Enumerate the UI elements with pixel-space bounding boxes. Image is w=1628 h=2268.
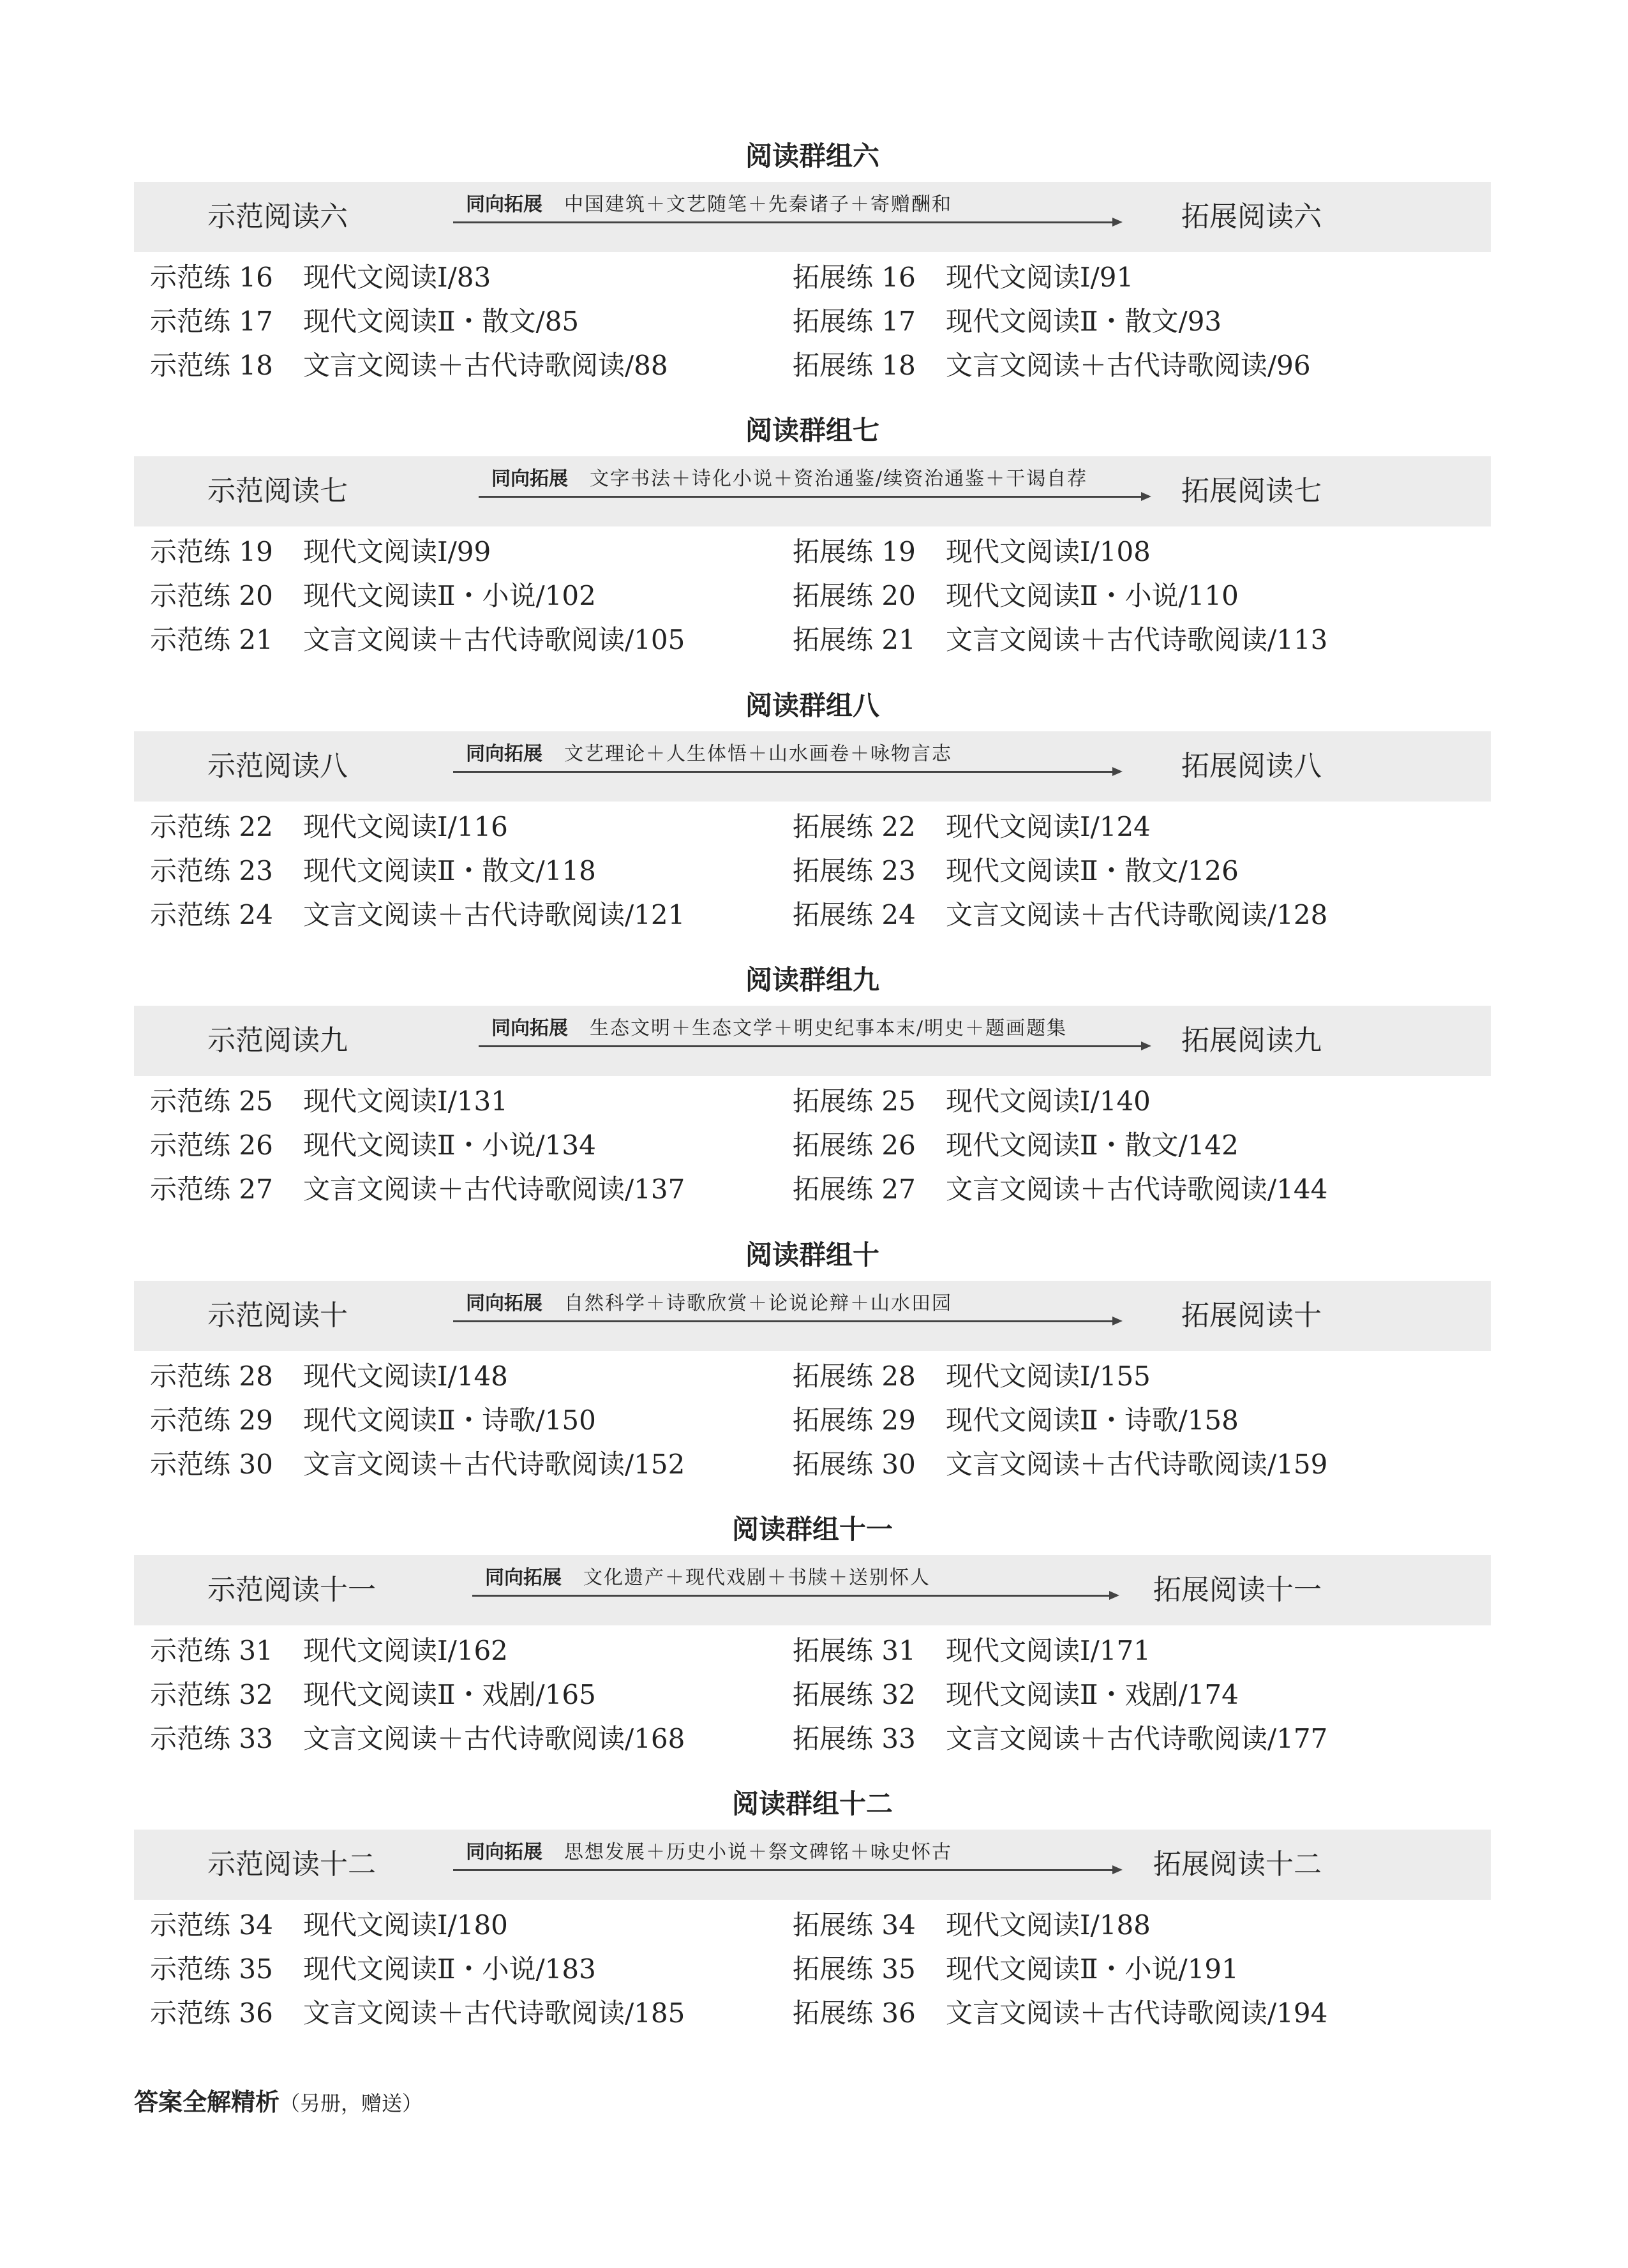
demo-exercise-title: 现代文阅读Ⅰ/162 [303,1635,508,1666]
extended-exercise-title: 现代文阅读Ⅰ/91 [946,262,1134,293]
demo-exercise-title: 文言文阅读＋古代诗歌阅读/105 [303,624,685,655]
extended-exercise-number: 拓展练 16 [793,262,916,293]
demo-exercise-title: 现代文阅读Ⅱ・小说/102 [303,580,596,611]
answer-subtitle: （另册，赠送） [280,2091,423,2115]
exercise-row [134,1717,1491,1761]
extended-exercise-title: 文言文阅读＋古代诗歌阅读/144 [946,1174,1328,1205]
extended-exercise-number: 拓展练 27 [793,1174,916,1205]
demo-exercise-title: 现代文阅读Ⅰ/148 [303,1361,508,1392]
demo-exercise-title: 现代文阅读Ⅱ・散文/118 [303,855,596,886]
expansion-topics [453,740,952,768]
demo-exercise-number: 示范练 33 [150,1723,273,1754]
extended-exercise-number: 拓展练 32 [793,1679,916,1710]
demo-exercise-title: 现代文阅读Ⅱ・小说/134 [303,1130,596,1161]
expansion-topic-list: 文艺理论＋人生体悟＋山水画卷＋咏物言志 [564,743,952,765]
extended-exercise-title: 现代文阅读Ⅱ・诗歌/158 [946,1405,1239,1436]
answer-note [134,2083,422,2121]
exercise-row [134,1673,1491,1717]
demo-exercise-number: 示范练 21 [150,624,273,655]
extended-reading-label: 拓展阅读十一 [1153,1574,1322,1606]
extended-exercise-title: 现代文阅读Ⅱ・小说/110 [946,580,1239,611]
extended-exercise-title: 文言文阅读＋古代诗歌阅读/128 [946,899,1328,930]
exercise-row [134,805,1491,849]
demo-exercise-number: 示范练 25 [150,1086,273,1117]
exercise-list [134,255,1491,387]
exercise-list [134,530,1491,662]
extended-exercise-title: 现代文阅读Ⅰ/188 [946,1909,1151,1941]
extended-exercise-title: 文言文阅读＋古代诗歌阅读/159 [946,1449,1328,1480]
demo-exercise-number: 示范练 16 [150,262,273,293]
expansion-topics [472,1564,930,1592]
arrow-right-icon [453,771,1114,773]
arrow-right-icon [479,496,1142,498]
extended-reading-label: 拓展阅读十 [1181,1299,1322,1332]
expansion-topic-list: 文字书法＋诗化小说＋资治通鉴/续资治通鉴＋干谒自荐 [590,468,1088,490]
exercise-row [134,530,1491,574]
demo-reading-label: 示范阅读六 [207,200,348,233]
expansion-topic-list: 中国建筑＋文艺随笔＋先秦诸子＋寄赠酬和 [564,193,952,216]
expansion-topic-list: 文化遗产＋现代戏剧＋书牍＋送别怀人 [583,1567,930,1589]
exercise-row [134,299,1491,343]
reading-group [134,134,1491,407]
demo-exercise-number: 示范练 30 [150,1449,273,1480]
extended-reading-label: 拓展阅读八 [1181,750,1322,782]
extended-exercise-number: 拓展练 21 [793,624,916,655]
demo-exercise-number: 示范练 20 [150,580,273,611]
exercise-list [134,805,1491,937]
demo-exercise-title: 文言文阅读＋古代诗歌阅读/121 [303,899,685,930]
demo-exercise-number: 示范练 35 [150,1953,273,1985]
expansion-tag: 同向拓展 [466,193,542,216]
extended-reading-label: 拓展阅读十二 [1153,1848,1322,1881]
demo-exercise-title: 文言文阅读＋古代诗歌阅读/168 [303,1723,685,1754]
expansion-tag: 同向拓展 [466,1841,542,1863]
expansion-topic-list: 自然科学＋诗歌欣赏＋论说论辩＋山水田园 [564,1292,952,1315]
demo-exercise-title: 文言文阅读＋古代诗歌阅读/137 [303,1174,685,1205]
exercise-row [134,849,1491,893]
expansion-topic-list: 生态文明＋生态文学＋明史纪事本末/明史＋题画题集 [590,1017,1068,1040]
expansion-topic-list: 思想发展＋历史小说＋祭文碑铭＋咏史怀古 [564,1841,952,1863]
answer-title: 答案全解精析 [134,2088,280,2116]
exercise-list [134,1903,1491,2035]
extended-exercise-title: 文言文阅读＋古代诗歌阅读/177 [946,1723,1328,1754]
group-title: 阅读群组七 [745,415,879,446]
group-band [134,1830,1491,1900]
exercise-row [134,1079,1491,1123]
demo-exercise-number: 示范练 17 [150,306,273,337]
extended-exercise-title: 现代文阅读Ⅰ/155 [946,1361,1151,1392]
expansion-topics [479,465,1087,493]
demo-exercise-number: 示范练 24 [150,899,273,930]
reading-group [134,1507,1491,1780]
reading-group [134,1233,1491,1506]
demo-exercise-title: 现代文阅读Ⅰ/99 [303,536,491,567]
extended-exercise-number: 拓展练 25 [793,1086,916,1117]
extended-exercise-title: 现代文阅读Ⅱ・小说/191 [946,1953,1239,1985]
exercise-list [134,1079,1491,1211]
expansion-tag: 同向拓展 [466,1292,542,1315]
extended-exercise-number: 拓展练 19 [793,536,916,567]
reading-group [134,1782,1491,2055]
demo-exercise-title: 现代文阅读Ⅱ・小说/183 [303,1953,596,1985]
arrow-right-icon [453,1869,1114,1871]
expansion-tag: 同向拓展 [485,1567,562,1589]
demo-exercise-number: 示范练 27 [150,1174,273,1205]
demo-exercise-number: 示范练 28 [150,1361,273,1392]
exercise-row [134,255,1491,299]
exercise-row [134,1947,1491,1991]
exercise-row [134,1629,1491,1673]
extended-exercise-title: 现代文阅读Ⅱ・戏剧/174 [946,1679,1239,1710]
group-title: 阅读群组十 [745,1239,879,1271]
group-title: 阅读群组六 [745,140,879,172]
expansion-tag: 同向拓展 [491,468,568,490]
exercise-list [134,1629,1491,1761]
extended-exercise-title: 现代文阅读Ⅰ/108 [946,536,1151,567]
demo-reading-label: 示范阅读十 [207,1299,348,1332]
extended-exercise-title: 现代文阅读Ⅱ・散文/93 [946,306,1222,337]
group-band [134,1281,1491,1351]
extended-exercise-number: 拓展练 23 [793,855,916,886]
demo-exercise-title: 现代文阅读Ⅰ/131 [303,1086,508,1117]
demo-exercise-title: 现代文阅读Ⅱ・戏剧/165 [303,1679,596,1710]
group-band [134,182,1491,252]
extended-exercise-title: 现代文阅读Ⅱ・散文/142 [946,1130,1239,1161]
expansion-topics [479,1015,1067,1043]
extended-exercise-number: 拓展练 26 [793,1130,916,1161]
extended-exercise-title: 现代文阅读Ⅰ/171 [946,1635,1151,1666]
exercise-row [134,1903,1491,1947]
demo-exercise-title: 文言文阅读＋古代诗歌阅读/152 [303,1449,685,1480]
extended-exercise-number: 拓展练 29 [793,1405,916,1436]
exercise-list [134,1354,1491,1486]
demo-reading-label: 示范阅读七 [207,475,348,507]
extended-exercise-number: 拓展练 30 [793,1449,916,1480]
demo-exercise-title: 文言文阅读＋古代诗歌阅读/88 [303,350,668,381]
demo-reading-label: 示范阅读十二 [207,1848,376,1881]
extended-exercise-title: 文言文阅读＋古代诗歌阅读/96 [946,350,1311,381]
demo-exercise-title: 现代文阅读Ⅱ・诗歌/150 [303,1405,596,1436]
demo-reading-label: 示范阅读十一 [207,1574,376,1606]
demo-exercise-title: 现代文阅读Ⅰ/180 [303,1909,508,1941]
exercise-row [134,574,1491,618]
extended-exercise-title: 现代文阅读Ⅰ/140 [946,1086,1151,1117]
expansion-tag: 同向拓展 [491,1017,568,1040]
extended-exercise-number: 拓展练 20 [793,580,916,611]
exercise-row [134,893,1491,937]
group-title: 阅读群组十二 [731,1788,893,1819]
extended-exercise-number: 拓展练 17 [793,306,916,337]
demo-reading-label: 示范阅读八 [207,750,348,782]
extended-exercise-title: 现代文阅读Ⅰ/124 [946,811,1151,842]
demo-exercise-number: 示范练 31 [150,1635,273,1666]
expansion-topics [453,191,952,219]
extended-exercise-number: 拓展练 34 [793,1909,916,1941]
extended-reading-label: 拓展阅读六 [1181,200,1322,233]
extended-reading-label: 拓展阅读七 [1181,475,1322,507]
exercise-row [134,343,1491,387]
exercise-row [134,1991,1491,2035]
arrow-right-icon [472,1595,1110,1597]
group-band [134,456,1491,526]
extended-exercise-number: 拓展练 28 [793,1361,916,1392]
reading-group [134,408,1491,682]
extended-exercise-number: 拓展练 36 [793,1997,916,2029]
arrow-right-icon [453,221,1114,223]
reading-group [134,683,1491,957]
extended-reading-label: 拓展阅读九 [1181,1024,1322,1057]
demo-exercise-number: 示范练 36 [150,1997,273,2029]
demo-exercise-number: 示范练 23 [150,855,273,886]
demo-exercise-number: 示范练 18 [150,350,273,381]
demo-exercise-number: 示范练 26 [150,1130,273,1161]
demo-exercise-title: 现代文阅读Ⅱ・散文/85 [303,306,579,337]
demo-exercise-title: 现代文阅读Ⅰ/116 [303,811,508,842]
group-band [134,1006,1491,1076]
expansion-topics [453,1839,952,1867]
group-band [134,731,1491,802]
exercise-row [134,1167,1491,1211]
exercise-row [134,1123,1491,1167]
group-title: 阅读群组十一 [731,1514,893,1545]
arrow-right-icon [453,1320,1114,1322]
demo-exercise-title: 现代文阅读Ⅰ/83 [303,262,491,293]
exercise-row [134,1354,1491,1398]
extended-exercise-title: 文言文阅读＋古代诗歌阅读/194 [946,1997,1328,2029]
extended-exercise-number: 拓展练 24 [793,899,916,930]
demo-exercise-number: 示范练 22 [150,811,273,842]
extended-exercise-number: 拓展练 31 [793,1635,916,1666]
demo-exercise-number: 示范练 19 [150,536,273,567]
extended-exercise-title: 现代文阅读Ⅱ・散文/126 [946,855,1239,886]
extended-exercise-number: 拓展练 18 [793,350,916,381]
demo-exercise-number: 示范练 34 [150,1909,273,1941]
exercise-row [134,618,1491,662]
exercise-row [134,1442,1491,1486]
exercise-row [134,1398,1491,1442]
extended-exercise-title: 文言文阅读＋古代诗歌阅读/113 [946,624,1328,655]
demo-exercise-number: 示范练 32 [150,1679,273,1710]
demo-exercise-title: 文言文阅读＋古代诗歌阅读/185 [303,1997,685,2029]
expansion-topics [453,1290,952,1318]
group-title: 阅读群组八 [745,690,879,721]
arrow-right-icon [479,1045,1142,1047]
group-title: 阅读群组九 [745,964,879,996]
expansion-tag: 同向拓展 [466,743,542,765]
demo-exercise-number: 示范练 29 [150,1405,273,1436]
extended-exercise-number: 拓展练 33 [793,1723,916,1754]
demo-reading-label: 示范阅读九 [207,1024,348,1057]
extended-exercise-number: 拓展练 35 [793,1953,916,1985]
reading-group [134,958,1491,1231]
group-band [134,1555,1491,1625]
extended-exercise-number: 拓展练 22 [793,811,916,842]
